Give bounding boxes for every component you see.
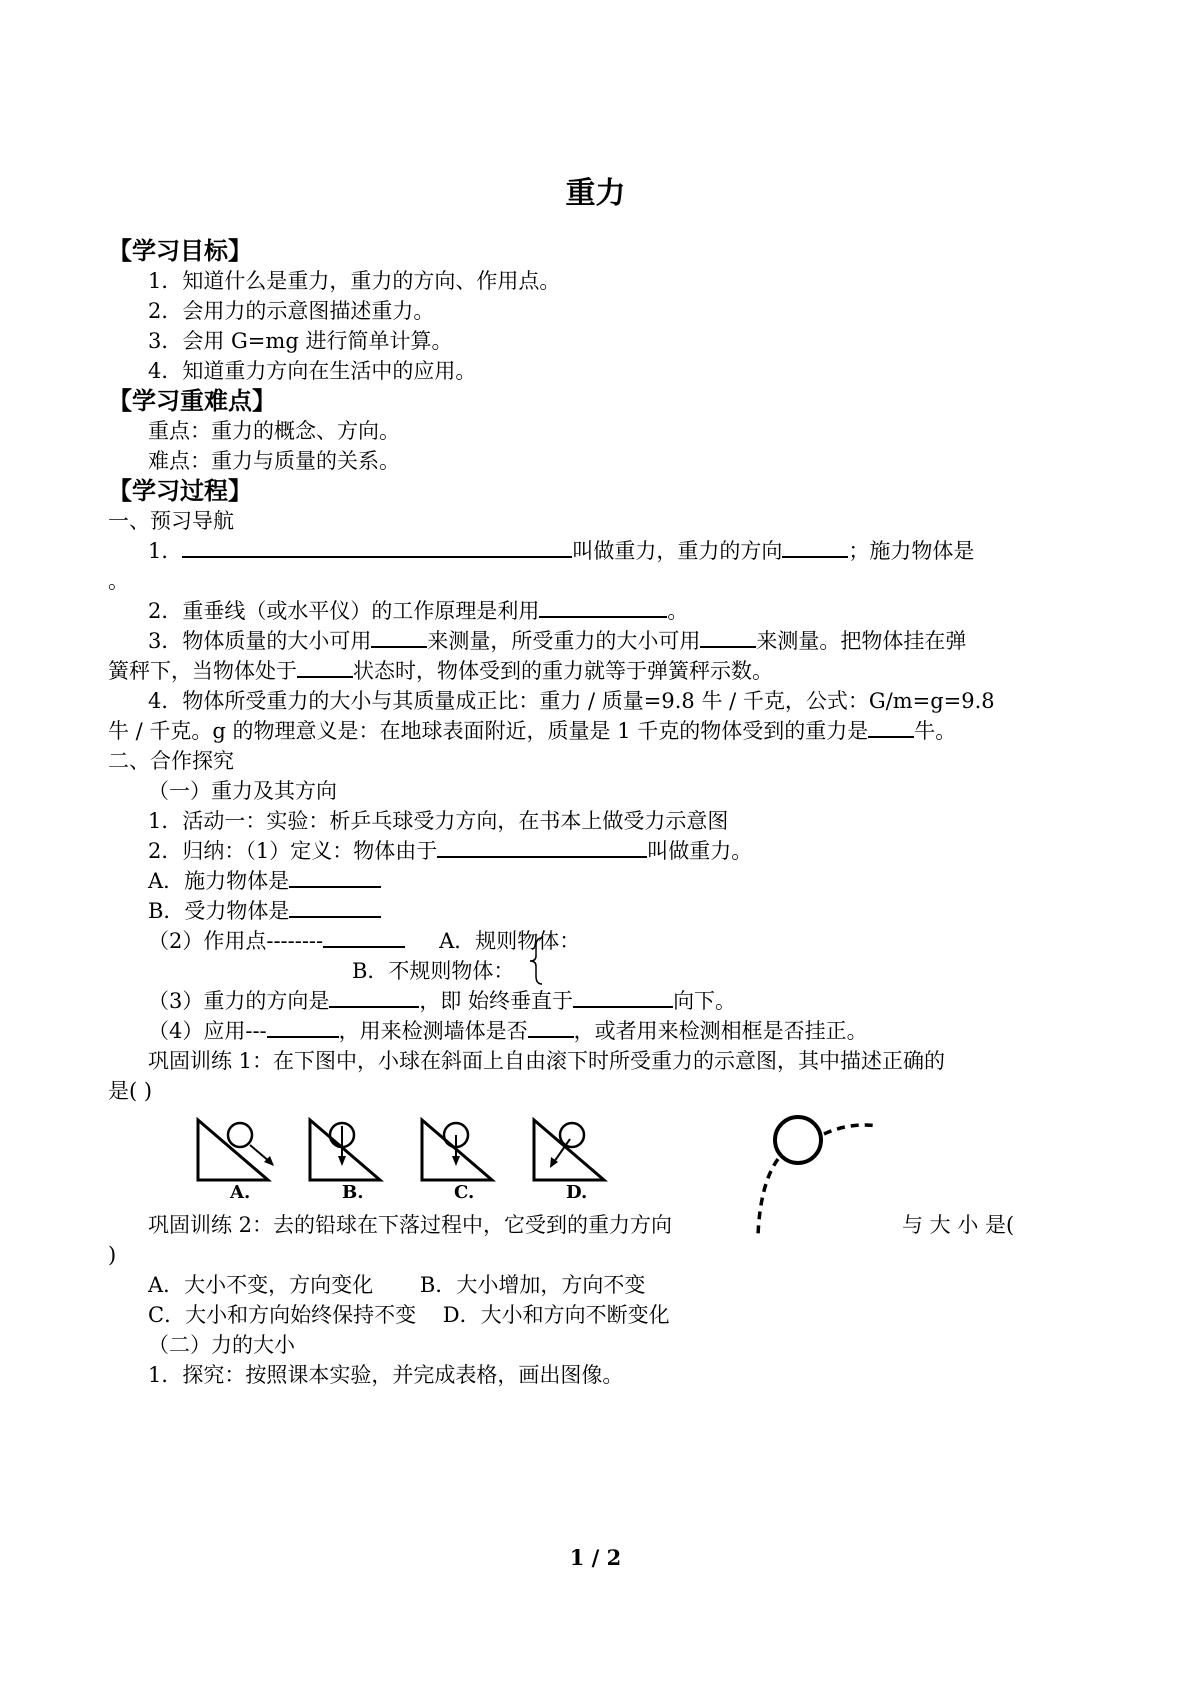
blank[interactable] bbox=[371, 626, 427, 648]
sub-heading-1: （一）重力及其方向 bbox=[148, 779, 337, 803]
part1-heading: 一、预习导航 bbox=[108, 509, 234, 533]
preview-q3-cont: 簧秤下，当物体处于 状态时，物体受到的重力就等于弹簧秤示数。 bbox=[108, 656, 773, 686]
preview-q4-cont: 牛 / 千克。g 的物理意义是：在地球表面附近，质量是 1 千克的物体受到的重力是 牛。 bbox=[108, 716, 956, 746]
figure-label-a: A. bbox=[230, 1182, 251, 1203]
preview-q1: 1． 叫做重力，重力的方向 ；施力物体是 bbox=[148, 536, 974, 566]
goal-1: 1．知道什么是重力，重力的方向、作用点。 bbox=[148, 269, 561, 293]
explore-task: 1．探究：按照课本实验，并完成表格，画出图像。 bbox=[148, 1363, 624, 1387]
figure-label-b: B. bbox=[342, 1182, 364, 1203]
exercise-1-answer: 是( ) bbox=[108, 1079, 153, 1103]
incline-figures bbox=[190, 1112, 620, 1208]
exercise-2-options-ab: A．大小不变，方向变化 B．大小增加，方向不变 bbox=[148, 1273, 646, 1297]
preview-q1-end: 。 bbox=[108, 569, 129, 593]
figure-label-c: C. bbox=[454, 1182, 475, 1203]
preview-q4: 4．物体所受重力的大小与其质量成正比：重力 / 质量=9.8 牛 / 千克，公式：G/m=g=9.8 bbox=[148, 689, 995, 713]
blank[interactable] bbox=[573, 986, 673, 1008]
exercise-2-tail: 与 大 小 是( bbox=[902, 1213, 1015, 1237]
key-point: 重点：重力的概念、方向。 bbox=[148, 419, 400, 443]
section-goals: 【学习目标】 bbox=[108, 236, 252, 265]
section-process: 【学习过程】 bbox=[108, 476, 252, 505]
blank[interactable] bbox=[267, 1016, 339, 1038]
blank[interactable] bbox=[289, 896, 381, 918]
activity-1: 1．活动一：实验：析乒乓球受力方向，在书本上做受力示意图 bbox=[148, 809, 729, 833]
figure-a bbox=[198, 1120, 274, 1180]
figure-label-d: D. bbox=[566, 1182, 588, 1203]
figure-c bbox=[422, 1120, 492, 1180]
blank[interactable] bbox=[782, 536, 848, 558]
goal-2: 2．会用力的示意图描述重力。 bbox=[148, 299, 435, 323]
exercise-2-close: ) bbox=[108, 1243, 117, 1267]
gravity-direction: （3）重力的方向是 ，即 始终垂直于 向下。 bbox=[148, 986, 736, 1016]
brace-icon bbox=[528, 936, 548, 986]
preview-q2: 2．重垂线（或水平仪）的工作原理是利用 。 bbox=[148, 596, 688, 626]
goal-3: 3．会用 G=mg 进行简单计算。 bbox=[148, 329, 453, 353]
figure-b bbox=[310, 1120, 380, 1180]
preview-q3: 3．物体质量的大小可用 来测量，所受重力的大小可用 来测量。把物体挂在弹 bbox=[148, 626, 966, 656]
induction-definition: 2．归纳：（1）定义：物体由于 叫做重力。 bbox=[148, 836, 752, 866]
irregular-object: B．不规则物体： bbox=[352, 959, 515, 983]
blank[interactable] bbox=[289, 866, 381, 888]
blank[interactable] bbox=[528, 1016, 574, 1038]
page-title: 重力 bbox=[565, 176, 626, 211]
figure-d bbox=[534, 1120, 604, 1180]
sub-heading-2: （二）力的大小 bbox=[148, 1333, 295, 1357]
point-of-action: （2）作用点-------- A．规则物体： bbox=[148, 926, 580, 956]
part2-heading: 二、合作探究 bbox=[108, 749, 234, 773]
exercise-2: 巩固训练 2：去的铅球在下落过程中，它受到的重力方向 bbox=[148, 1213, 673, 1237]
goal-4: 4．知道重力方向在生活中的应用。 bbox=[148, 359, 477, 383]
option-b: B．受力物体是 bbox=[148, 896, 381, 926]
shot-put-trajectory-figure bbox=[750, 1104, 890, 1244]
blank[interactable] bbox=[182, 536, 572, 558]
page-number: 1 / 2 bbox=[569, 1545, 622, 1570]
blank[interactable] bbox=[868, 716, 914, 738]
blank[interactable] bbox=[297, 656, 353, 678]
blank[interactable] bbox=[539, 596, 667, 618]
section-keys: 【学习重难点】 bbox=[108, 386, 276, 415]
option-a: A．施力物体是 bbox=[148, 866, 381, 896]
blank[interactable] bbox=[323, 926, 405, 948]
blank[interactable] bbox=[437, 836, 647, 858]
exercise-2-options-cd: C．大小和方向始终保持不变 D．大小和方向不断变化 bbox=[148, 1303, 670, 1327]
blank[interactable] bbox=[329, 986, 419, 1008]
exercise-1: 巩固训练 1：在下图中，小球在斜面上自由滚下时所受重力的示意图，其中描述正确的 bbox=[148, 1049, 946, 1073]
difficult-point: 难点：重力与质量的关系。 bbox=[148, 449, 400, 473]
application: （4）应用--- ，用来检测墙体是否 ，或者用来检测相框是否挂正。 bbox=[148, 1016, 868, 1046]
blank[interactable] bbox=[700, 626, 756, 648]
